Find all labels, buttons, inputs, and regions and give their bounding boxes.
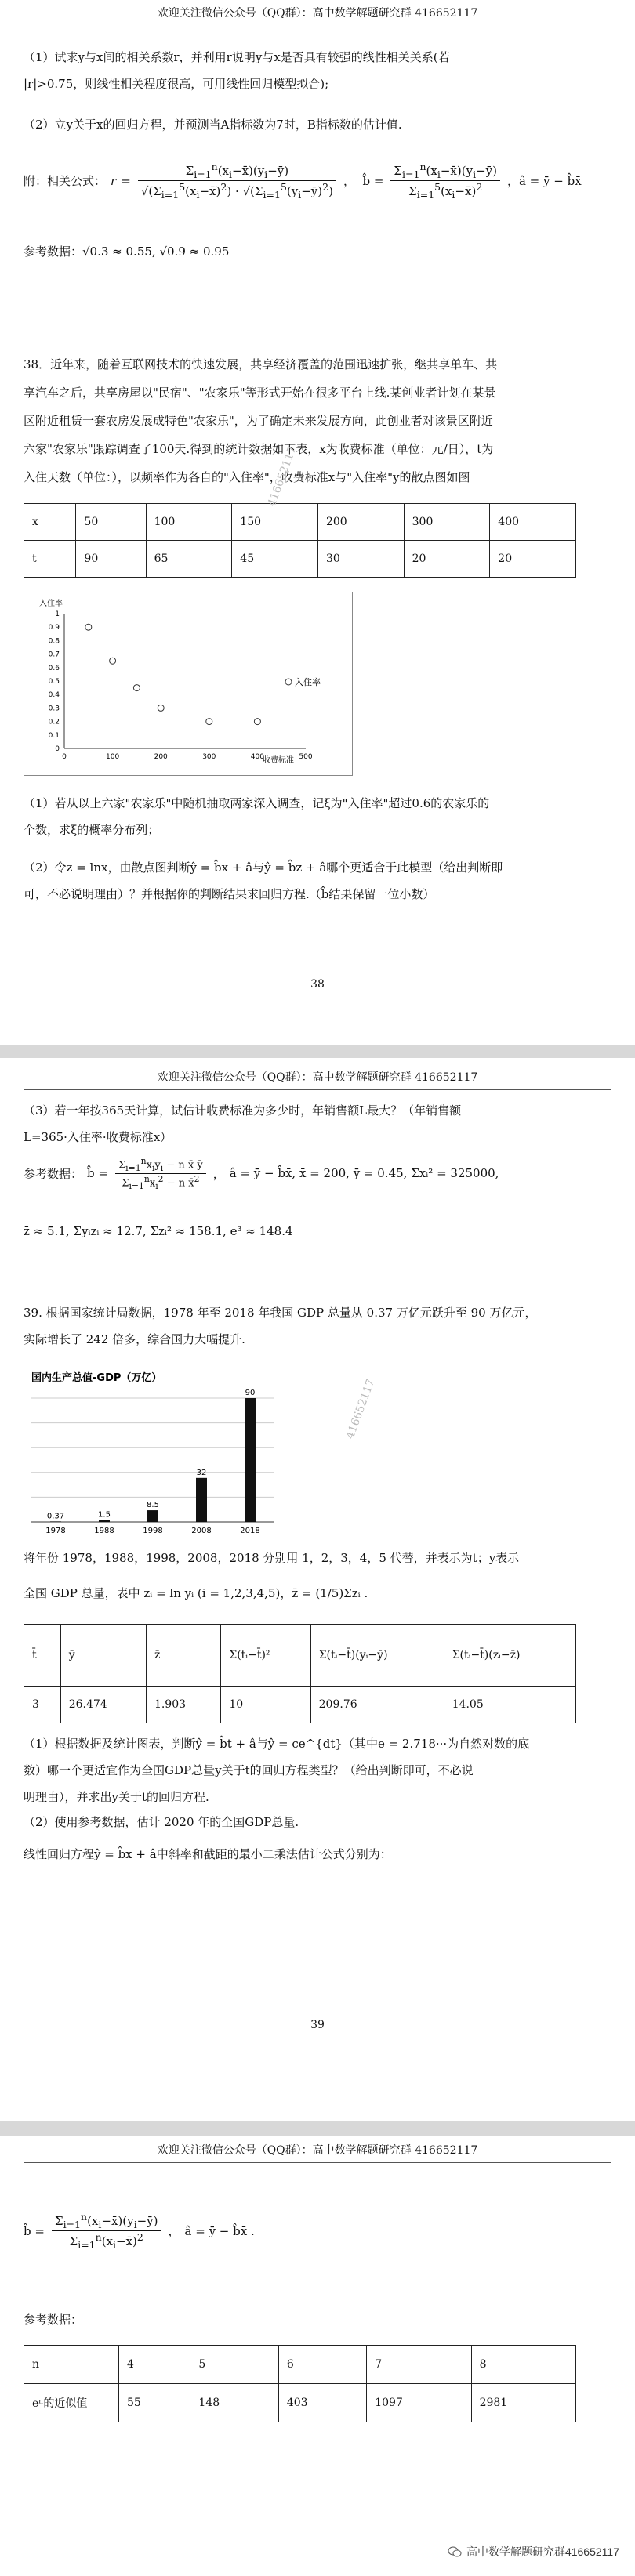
table-cell: 8 (471, 2346, 575, 2384)
footer-text: 高中数学解题研究群416652117 (466, 2545, 619, 2558)
page-header: 欢迎关注微信公众号（QQ群）：高中数学解题研究群 416652117 (157, 7, 478, 20)
wechat-icon (448, 2545, 462, 2558)
y-tick-label: 0.8 (48, 637, 60, 646)
table-row (24, 2384, 576, 2422)
gdp-year-label: 2008 (191, 1527, 212, 1535)
x-tick-label: 500 (299, 753, 313, 761)
wechat-footer (448, 2544, 619, 2560)
table-cell: t (24, 541, 76, 578)
p38-line: 享汽车之后，共享房屋以"民宿"、"农家乐"等形式开始在很多平台上线.某创业者计划在某景 (24, 386, 496, 400)
q38-part2: （2）令z = lnx，由散点图判断ŷ = b̂x + â与ŷ = b̂z + â哪个更适合于此模型（给出判断即 (24, 860, 503, 875)
gdp-bar (196, 1478, 207, 1522)
table-cell: 55 (119, 2384, 190, 2422)
page-number: 39 (310, 2019, 325, 2031)
gdp-year-label: 2018 (240, 1527, 260, 1535)
table-cell: 150 (232, 504, 318, 541)
p39-line: 将年份 1978，1988，1998，2008，2018 分别用 1，2，3，4，5 代替，并表示为t；y表示 (24, 1551, 520, 1565)
data-point (206, 719, 212, 725)
p39-line: 实际增长了 242 倍多，综合国力大幅提升. (24, 1332, 245, 1346)
y-tick-label: 0.3 (48, 705, 60, 713)
q3-text: （3）若一年按365天计算，试估计收费标准为多少时，年销售额L最大？（年销售额 (24, 1103, 462, 1118)
table-cell: 14.05 (444, 1687, 575, 1723)
table-cell: 6 (278, 2346, 366, 2384)
y-tick-label: 0.7 (48, 650, 60, 659)
table-cell: 5 (190, 2346, 278, 2384)
table-cell: 148 (190, 2384, 278, 2422)
table-cell: 20 (490, 541, 576, 578)
x-axis-label: 收费标准 (263, 756, 294, 765)
q1-text: （1）试求y与x间的相关系数r，并利用r说明y与x是否具有较强的线性相关关系(若 (24, 50, 450, 64)
gdp-value-label: 32 (196, 1468, 207, 1477)
gdp-bar (147, 1510, 158, 1522)
watermark: 416652117 (265, 444, 299, 509)
q39-formula-intro: 线性回归方程ŷ = b̂x + â中斜率和截距的最小二乘法估计公式分别为： (24, 1847, 392, 1861)
q39-part1: （1）根据数据及统计图表，判断ŷ = b̂t + â与ŷ = ce^{dt}（其中e = 2.718···为自然对数的底 (24, 1737, 530, 1751)
table-header: t̄ (24, 1625, 61, 1687)
q39-part2: （2）使用参考数据，估计 2020 年的全国GDP总量. (24, 1815, 299, 1829)
table-row (24, 541, 576, 578)
x-tick-label: 200 (154, 753, 168, 761)
table-cell: 30 (318, 541, 404, 578)
gdp-value-label: 0.37 (46, 1512, 65, 1521)
table-cell: 65 (146, 541, 232, 578)
header-rule (24, 2162, 611, 2163)
table-row (24, 2346, 576, 2384)
table-cell: 2981 (471, 2384, 575, 2422)
q38-part1-cont: 个数，求ξ的概率分布列； (24, 823, 160, 837)
table-cell: 403 (278, 2384, 366, 2422)
header-rule (24, 1089, 611, 1090)
table-cell: eⁿ的近似值 (24, 2384, 119, 2422)
x-tick-label: 400 (250, 753, 264, 761)
p38-line: 区附近租赁一套农房发展成特色"农家乐"，为了确定未来发展方向，此创业者对该景区附近 (24, 414, 493, 428)
fee-days-table (24, 503, 576, 578)
table-cell: 209.76 (310, 1687, 444, 1723)
y-tick-label: 0.4 (48, 691, 60, 700)
legend-label: 入住率 (295, 677, 321, 687)
gdp-bar (99, 1520, 110, 1522)
table-cell: 4 (119, 2346, 190, 2384)
correlation-formula: 附：相关公式： r = $\frac{\Sigma_{i=1}^n(x_i-x̄)(y_i-ȳ)}{√(\Sigma_{i=1}^5(x_i-x̄)^2) \cdot √(\Sigma_{i=1}^5(y_i-ȳ)^2)}$ ， b̂ = $\frac{\Sigma_{i=1}^n(x_i-x̄)(y_i-ȳ)}{\Sigma_{i=1}^5(x_i-x̄)^2}$ ，â = ȳ − b̂x̄ (24, 161, 582, 201)
q3-text-cont: L=365·入住率·收费标准x） (24, 1130, 172, 1144)
p38-line: 入住天数（单位：），以频率作为各自的"入住率"，收费标准x与"入住率"y的散点图如图 (24, 470, 470, 484)
q38-part1: （1）若从以上六家"农家乐"中随机抽取两家深入调查，记ξ为"入住率"超过0.6的农家乐的 (24, 796, 490, 810)
y-axis-label: 入住率 (39, 600, 63, 608)
y-tick-label: 0.5 (48, 678, 60, 686)
page-header: 欢迎关注微信公众号（QQ群）：高中数学解题研究群 416652117 (157, 1071, 478, 1084)
page-number: 38 (310, 978, 325, 991)
y-tick-label: 0.6 (48, 664, 60, 672)
gdp-value-label: 8.5 (147, 1501, 159, 1510)
gdp-gridlines (31, 1398, 274, 1497)
table-cell: 20 (404, 541, 490, 578)
ref-tail: â = ȳ − b̂x̄, x̄ = 200, ȳ = 0.45, Σxᵢ² = 325000, (229, 1166, 499, 1181)
table-cell: x (24, 504, 76, 541)
table-header: ȳ (60, 1625, 146, 1687)
data-point (158, 705, 164, 711)
reference-label: 参考数据： (24, 2313, 83, 2327)
table-row (24, 1625, 576, 1687)
table-cell: 1.903 (146, 1687, 220, 1723)
page-39 (0, 1058, 635, 2121)
table-header: Σ(tᵢ−t̄)² (221, 1625, 310, 1687)
y-tick-label: 0.1 (48, 731, 60, 740)
q39-part1-cont: 数）哪一个更适宜作为全国GDP总量y关于t的回归方程类型？（给出判断即可，不必说 (24, 1763, 474, 1777)
table-cell: 300 (404, 504, 490, 541)
gdp-bar-chart (24, 1365, 290, 1542)
q39-part1-cont2: 明理由），并求出y关于t的回归方程. (24, 1790, 209, 1804)
watermark: 416652117 (343, 1377, 378, 1441)
p38-line: 38．近年来，随着互联网技术的快速发展，共享经济覆盖的范围迅速扩张，继共享单车、共 (24, 357, 498, 371)
gdp-year-label: 1978 (45, 1527, 66, 1535)
gdp-year-label: 1988 (94, 1527, 114, 1535)
gdp-bar (50, 1521, 61, 1522)
gdp-stats-table (24, 1624, 576, 1723)
table-header: z̄ (146, 1625, 220, 1687)
table-row (24, 504, 576, 541)
table-cell: 50 (76, 504, 146, 541)
page-38 (0, 0, 635, 1045)
table-cell: 90 (76, 541, 146, 578)
table-cell: 1097 (367, 2384, 471, 2422)
table-cell: 10 (221, 1687, 310, 1723)
exp-table (24, 2345, 576, 2422)
slope-formula: b̂ = $\frac{\Sigma_{i=1}^n(x_i-x̄)(y_i-ȳ)}{\Sigma_{i=1}^n(x_i-x̄)^2}$ ， â = ȳ − b̂x̄ . (24, 2211, 255, 2251)
formula-label: 附：相关公式： (24, 174, 107, 188)
data-point (133, 685, 140, 691)
x-tick-label: 300 (202, 753, 216, 761)
x-tick-label: 100 (106, 753, 120, 761)
data-point (110, 658, 116, 664)
table-cell: 3 (24, 1687, 61, 1723)
q1-text-cont: |r|>0.75，则线性相关程度很高，可用线性回归模型拟合); (24, 77, 329, 91)
intercept-formula: â = ȳ − b̂x̄ . (184, 2223, 255, 2238)
page-40 (0, 2136, 635, 2576)
p39-line: 39. 根据国家统计局数据，1978 年至 2018 年我国 GDP 总量从 0.37 万亿元跃升至 90 万亿元， (24, 1306, 537, 1320)
legend-marker (285, 679, 292, 685)
y-tick-label: 0.2 (48, 718, 60, 726)
gdp-value-label: 90 (245, 1389, 256, 1397)
ref-label: 参考数据： (24, 1166, 83, 1181)
reference-formula-1: 参考数据： b̂ = $\frac{\Sigma_{i=1}^nx_iy_i - n x̄ ȳ}{\Sigma_{i=1}^nx_i^2 - n x̄^2}$ ， â = ȳ − b̂x̄, x̄ = 200, ȳ = 0.45, Σxᵢ² = 325000, (24, 1156, 499, 1191)
p38-line: 六家"农家乐"跟踪调查了100天.得到的统计数据如下表，x为收费标准（单位：元/日），t为 (24, 442, 494, 456)
reference-data: 参考数据：√0.3 ≈ 0.55, √0.9 ≈ 0.95 (24, 245, 230, 259)
table-cell: 200 (318, 504, 404, 541)
gdp-bars (45, 1389, 259, 1535)
gdp-year-label: 1998 (143, 1527, 163, 1535)
table-cell: 26.474 (60, 1687, 146, 1723)
table-header: Σ(tᵢ−t̄)(zᵢ−z̄) (444, 1625, 575, 1687)
gdp-bar (245, 1398, 256, 1522)
table-cell: 45 (232, 541, 318, 578)
table-cell: 7 (367, 2346, 471, 2384)
table-cell: 400 (490, 504, 576, 541)
gdp-value-label: 1.5 (98, 1510, 111, 1520)
page-header: 欢迎关注微信公众号（QQ群）：高中数学解题研究群 416652117 (157, 2144, 478, 2157)
reference-formula-2: z̄ ≈ 5.1, Σyᵢzᵢ ≈ 12.7, Σzᵢ² ≈ 158.1, e³ ≈ 148.4 (24, 1224, 293, 1238)
scatter-plot (24, 592, 353, 776)
data-point (85, 624, 92, 630)
y-tick-label: 0.9 (48, 624, 60, 632)
table-cell: n (24, 2346, 119, 2384)
table-header: Σ(tᵢ−t̄)(yᵢ−ȳ) (310, 1625, 444, 1687)
data-point (254, 719, 260, 725)
y-tick-label: 1 (55, 610, 60, 618)
x-tick-label: 0 (62, 753, 67, 761)
q2-text: （2）立y关于x的回归方程，并预测当A指标数为7时，B指标数的估计值. (24, 118, 402, 132)
y-tick-label: 0 (55, 745, 60, 753)
table-cell: 100 (146, 504, 232, 541)
q38-part2-cont: 可，不必说明理由）？并根据你的判断结果求回归方程.（b̂结果保留一位小数） (24, 887, 435, 901)
p39-line: 全国 GDP 总量，表中 zᵢ = ln yᵢ (i = 1,2,3,4,5)，z̄ = (1/5)Σzᵢ . (24, 1586, 368, 1600)
table-row (24, 1687, 576, 1723)
chart-title: 国内生产总值-GDP（万亿） (31, 1372, 162, 1384)
